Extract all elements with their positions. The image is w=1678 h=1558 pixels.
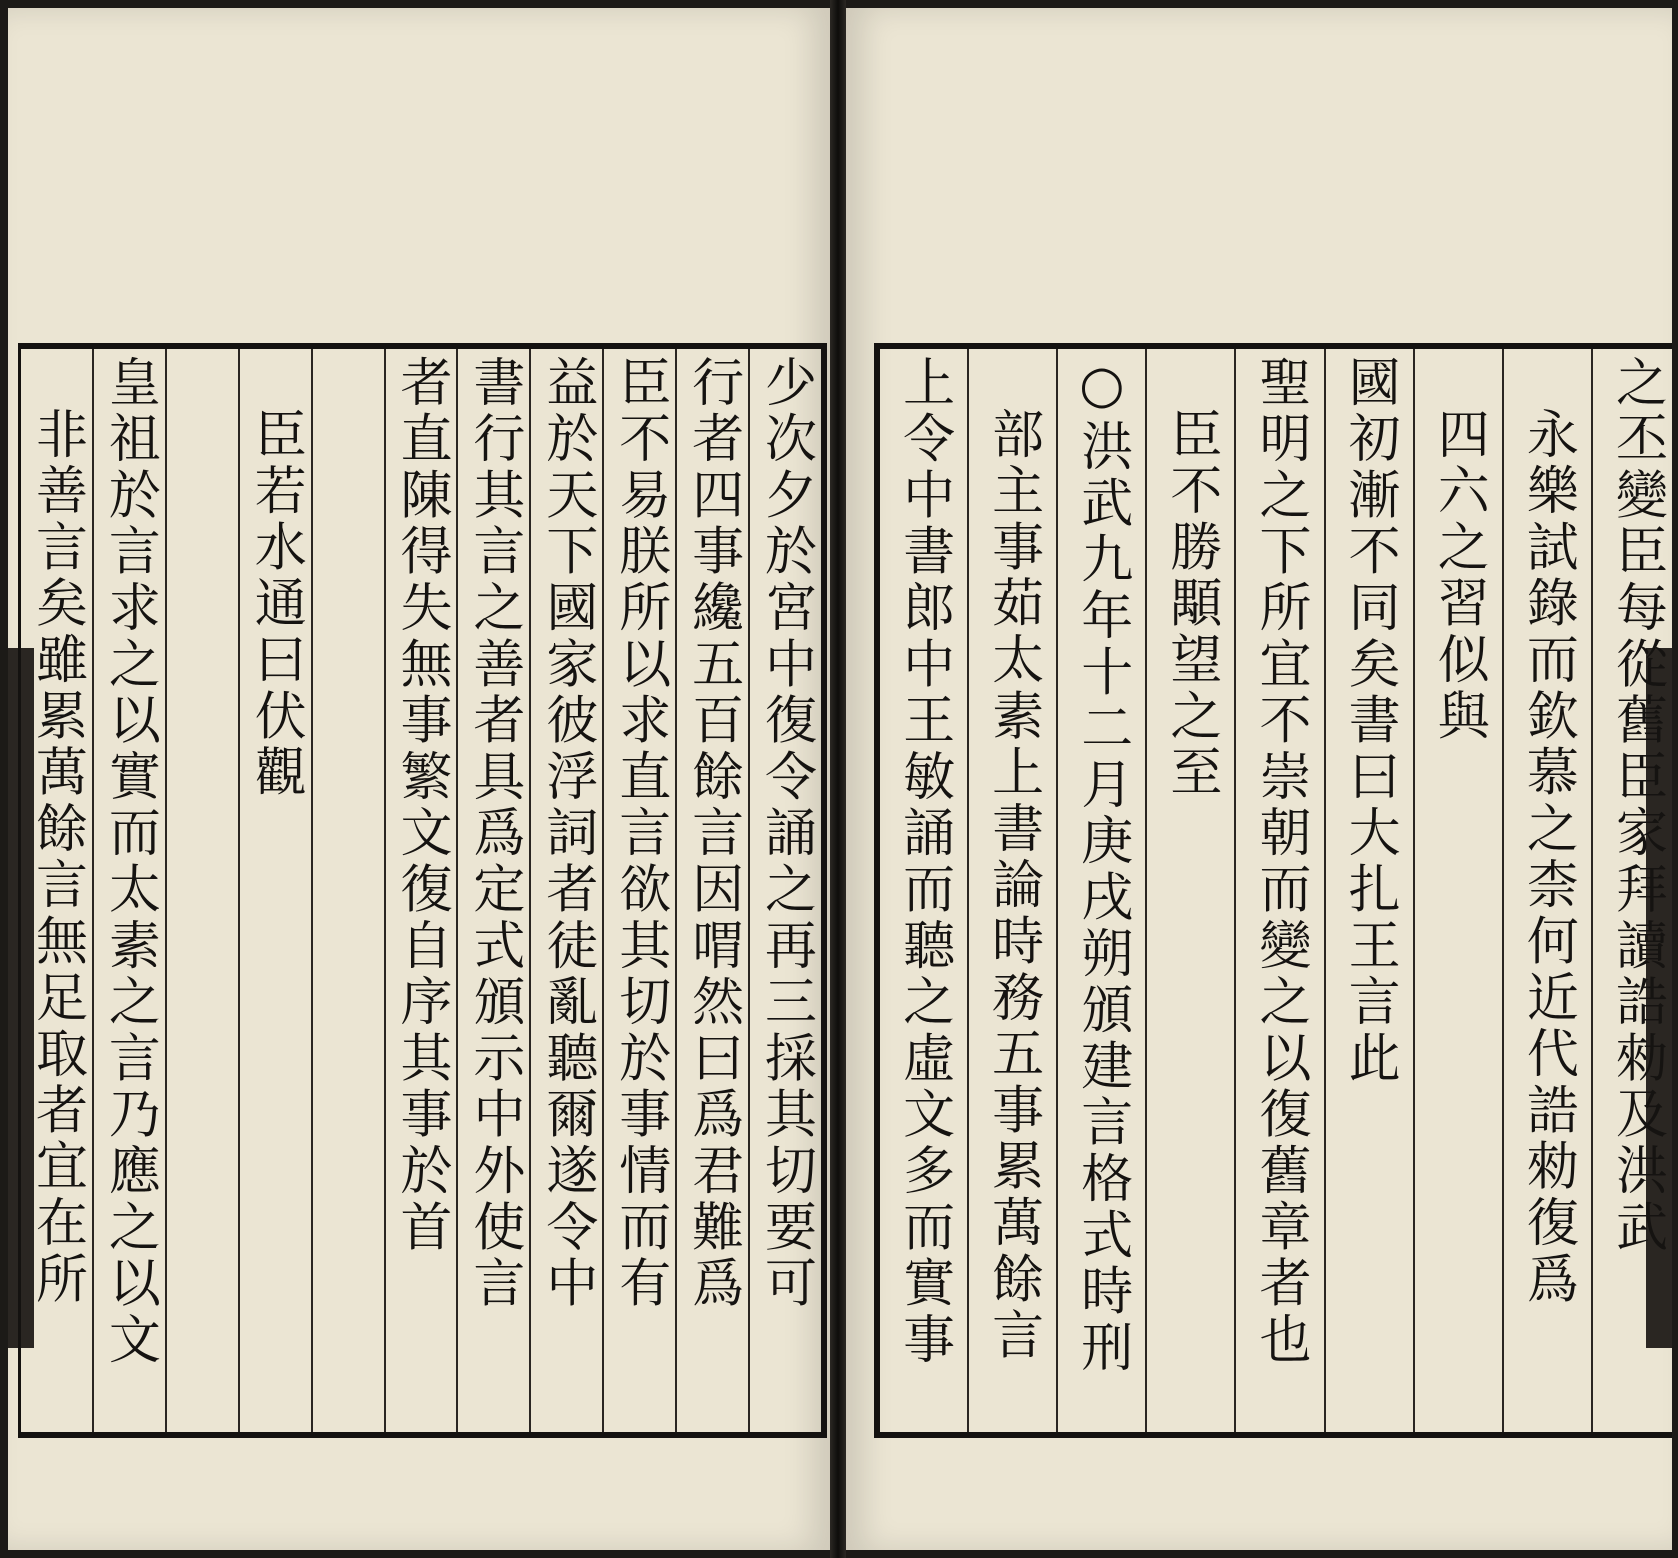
text-column xyxy=(1502,349,1591,1432)
column-text: 之丕變臣每從舊臣家拜讀誥勑及洪武 xyxy=(1606,355,1667,1256)
text-column xyxy=(880,349,967,1432)
book-gutter xyxy=(830,0,846,1558)
column-text: 少次夕於宮中復令誦之再三採其切要可 xyxy=(755,355,816,1313)
text-column xyxy=(165,349,238,1432)
column-text: 臣不勝顒望之至 xyxy=(1160,407,1221,802)
text-column xyxy=(748,349,821,1432)
column-text: 非善言矣雖累萬餘言無足取者宜在所 xyxy=(26,407,87,1308)
right-page xyxy=(846,8,1672,1550)
left-page-frame xyxy=(18,343,827,1438)
column-text: 者直陳得失無事繁文復自序其事於首 xyxy=(391,355,452,1256)
column-text: 行者四事纔五百餘言因喟然曰爲君難爲 xyxy=(682,355,743,1313)
column-text: 益於天下國家彼浮詞者徒亂聽爾遂令中 xyxy=(536,355,597,1313)
text-column xyxy=(1234,349,1323,1432)
text-column xyxy=(1413,349,1502,1432)
text-column xyxy=(602,349,675,1432)
text-column xyxy=(21,349,92,1432)
text-column xyxy=(238,349,311,1432)
column-text: 臣若水通曰伏觀 xyxy=(245,407,306,802)
column-text: 四六之習似與 xyxy=(1428,407,1489,745)
right-page-columns xyxy=(880,349,1672,1432)
column-text: 皇祖於言求之以實而太素之言乃應之以文 xyxy=(99,355,160,1369)
text-column xyxy=(675,349,748,1432)
column-text: ○洪武九年十二月庚戌朔頒建言格式時刑 xyxy=(1071,355,1132,1377)
text-column xyxy=(529,349,602,1432)
text-column xyxy=(384,349,457,1432)
left-page xyxy=(8,8,830,1550)
text-column xyxy=(311,349,384,1432)
column-text: 臣不易朕所以求直言欲其切於事情而有 xyxy=(609,355,670,1313)
text-column xyxy=(1145,349,1234,1432)
left-page-columns xyxy=(21,349,821,1432)
column-text: 書行其言之善者具爲定式頒示中外使言 xyxy=(463,355,524,1313)
column-text: 聖明之下所宜不崇朝而變之以復舊章者也 xyxy=(1250,355,1310,1369)
text-column xyxy=(967,349,1056,1432)
column-text: 部主事茹太素上書論時務五事累萬餘言 xyxy=(982,407,1043,1365)
column-text: 永樂試錄而欽慕之柰何近代誥勑復爲 xyxy=(1517,407,1578,1308)
column-text: 上令中書郎中王敏誦而聽之虛文多而實事 xyxy=(893,355,954,1369)
text-column xyxy=(1056,349,1145,1432)
text-column xyxy=(456,349,529,1432)
text-column xyxy=(1591,349,1672,1432)
text-column xyxy=(92,349,165,1432)
right-page-frame xyxy=(874,343,1672,1438)
column-text: 國初漸不同矣書曰大扎王言此 xyxy=(1339,355,1400,1087)
text-column xyxy=(1324,349,1413,1432)
